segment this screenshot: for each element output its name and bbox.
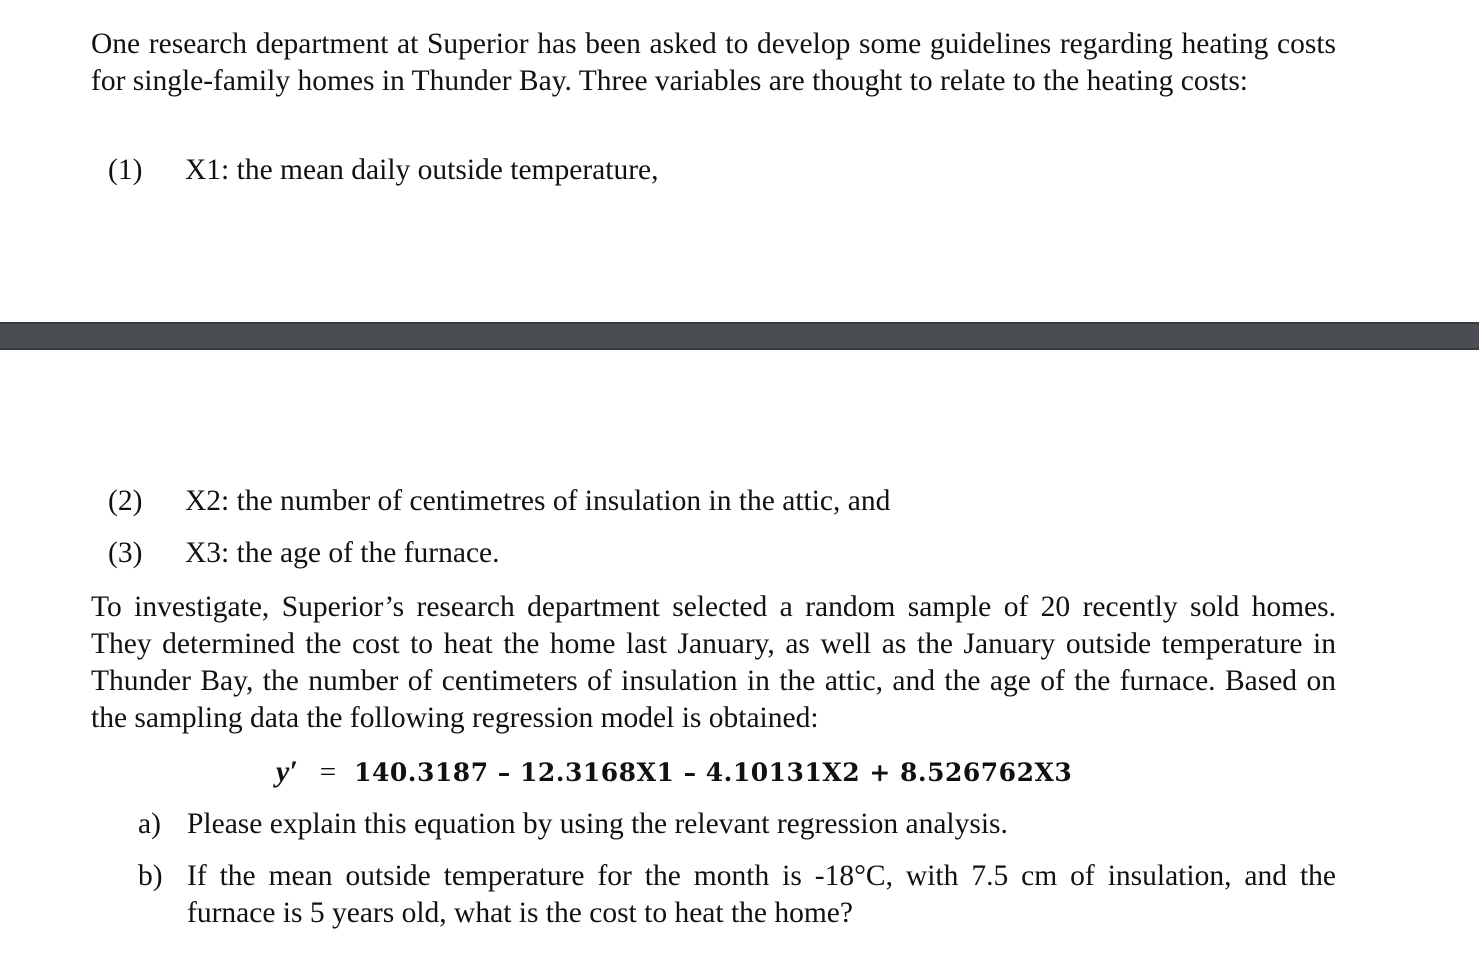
question-text: If the mean outside temperature for the month is -18°C, with 7.5 cm of insulation, and the furnace is 5 years old, what is the cost to heat the home? bbox=[187, 860, 1336, 929]
regression-equation bbox=[276, 754, 1072, 791]
page-break-divider bbox=[0, 322, 1479, 350]
question-letter: a) bbox=[138, 808, 161, 840]
intro-paragraph: One research department at Superior has been asked to develop some guidelines regarding heating costs for single-family homes in Thunder Bay. Three variables are thought to relate to the heating costs: bbox=[91, 28, 1336, 97]
equation-equals: = bbox=[319, 756, 337, 788]
variable-item-2 bbox=[108, 483, 890, 520]
variable-text: X2: the number of centimetres of insulation in the attic, and bbox=[185, 485, 891, 517]
variable-item-3 bbox=[108, 535, 500, 572]
variable-item-1 bbox=[108, 152, 658, 189]
question-text: Please explain this equation by using the relevant regression analysis. bbox=[187, 808, 1008, 840]
equation-lhs: y′ bbox=[276, 755, 298, 788]
investigation-paragraph: To investigate, Superior’s research department selected a random sample of 20 recently sold homes. They determined the cost to heat the home last January, as well as the January outside temperature in Thunder Bay, the number of centimeters of insulation in the attic, and the age of the furnace. Based on the sampling data the following regression model is obtained: bbox=[91, 591, 1336, 734]
variable-number: (3) bbox=[108, 537, 143, 569]
equation-rhs: 140.3187 – 12.3168X1 – 4.10131X2 + 8.526762X3 bbox=[354, 758, 1073, 787]
question-letter: b) bbox=[138, 860, 163, 892]
variable-number: (1) bbox=[108, 154, 143, 186]
variable-text: X1: the mean daily outside temperature, bbox=[185, 154, 659, 186]
variable-number: (2) bbox=[108, 485, 143, 517]
variable-text: X3: the age of the furnace. bbox=[185, 537, 500, 569]
